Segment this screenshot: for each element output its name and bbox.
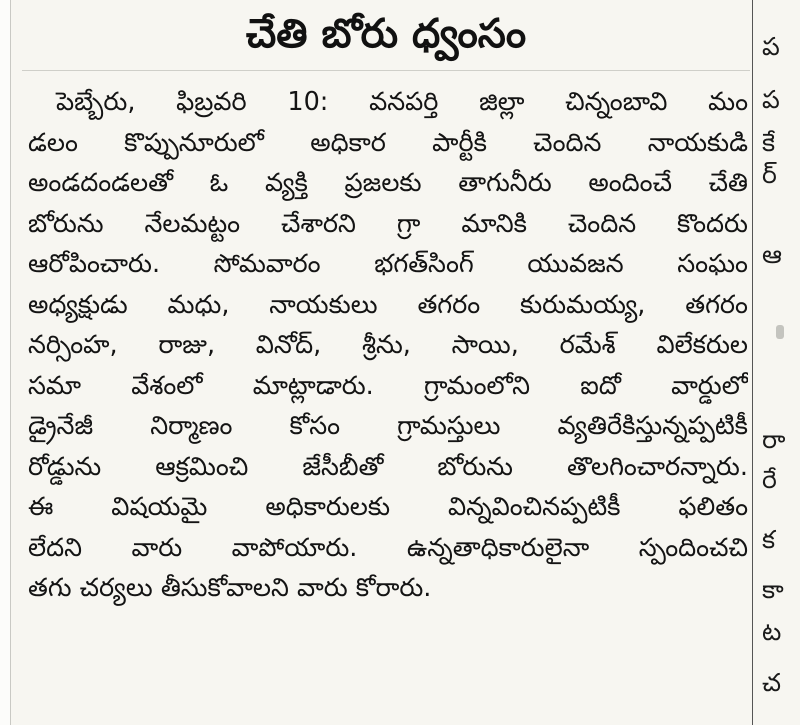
adjacent-column-text: కే bbox=[762, 128, 776, 157]
adjacent-column-fragment bbox=[760, 0, 800, 725]
adjacent-column-text: ఆ bbox=[762, 240, 782, 269]
adjacent-column-text: రే bbox=[762, 465, 777, 494]
article-line: అధ్యక్షుడు మధు, నాయకులు తగరం కురుమయ్య, తగరం bbox=[28, 289, 748, 320]
print-smudge bbox=[776, 325, 784, 339]
headline-divider bbox=[22, 70, 750, 71]
article-line: లేదని వారు వాపోయారు. ఉన్నతాధికారులైనా స్పందించచి bbox=[28, 532, 748, 563]
article-line: తగు చర్యలు తీసుకోవాలని వారు కోరారు. bbox=[28, 573, 432, 603]
article-line: అండదండలతో ఓ వ్యక్తి ప్రజలకు తాగునీరు అందించే చేతి bbox=[28, 168, 748, 198]
adjacent-column-text: ప bbox=[762, 32, 780, 61]
article-line: డ్రైనేజీ నిర్మాణం కోసం గ్రామస్తులు వ్యతిరేకిస్తున్నప్పటికీ bbox=[28, 411, 748, 441]
adjacent-column-text: క bbox=[762, 525, 776, 554]
column-divider bbox=[752, 0, 753, 725]
adjacent-column-text: రా bbox=[762, 425, 786, 454]
adjacent-column-text: ర్ bbox=[762, 160, 777, 189]
article-headline: చేతి బోరు ధ్వంసం bbox=[245, 11, 527, 57]
article-line: డలం కొప్పునూరులో అధికార పార్టీకి చెందిన నాయకుడి bbox=[28, 127, 748, 158]
article-line: సమా వేశంలో మాట్లాడారు. గ్రామంలోని ఐదో వార్డులో bbox=[28, 370, 748, 401]
left-margin-strip bbox=[0, 0, 11, 725]
article-line: బోరును నేలమట్టం చేశారని గ్రా మానికి చెందిన కొందరు bbox=[28, 208, 748, 239]
adjacent-column-text: ట bbox=[762, 617, 782, 646]
article-line: ఆరోపించారు. సోమవారం భగత్‌సింగ్ యువజన సంఘం bbox=[28, 249, 748, 279]
adjacent-column-text: కా bbox=[762, 575, 784, 604]
adjacent-column-text: చ bbox=[762, 668, 782, 697]
article-line: ఈ విషయమై అధికారులకు విన్నవించినప్పటికీ ఫలితం bbox=[28, 492, 748, 522]
article-line: నర్సింహ, రాజు, వినోద్, శ్రీను, సాయి, రమేశ్ విలేకరుల bbox=[28, 330, 748, 360]
article-line: రోడ్డును ఆక్రమించి జేసీబీతో బోరును తొలగించారన్నారు. bbox=[28, 451, 748, 482]
article-body bbox=[28, 82, 748, 609]
adjacent-column-text: ప bbox=[762, 85, 780, 114]
article-line: పెబ్బేరు, ఫిబ్రవరి 10: వనపర్తి జిల్లా చిన్నంబావి మం bbox=[56, 87, 748, 117]
news-article bbox=[22, 0, 750, 725]
